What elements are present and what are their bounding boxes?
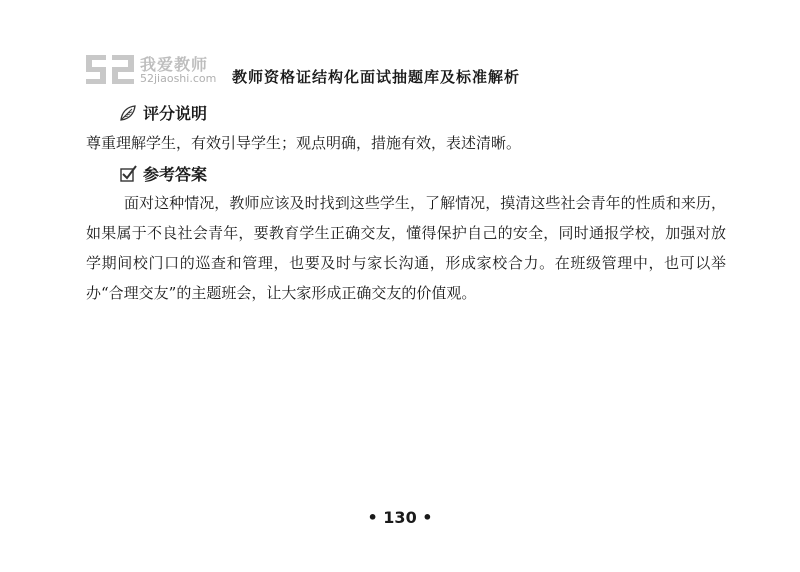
logo-url-text: 52jiaoshi.com xyxy=(140,72,217,85)
logo-brand-text: 我爱教师 xyxy=(140,55,209,74)
leaf-icon xyxy=(119,104,137,122)
answer-section-heading xyxy=(119,162,207,185)
page-number: • 130 • xyxy=(367,508,433,527)
page-header-title: 教师资格证结构化面试抽题库及标准解析 xyxy=(232,68,521,86)
checkbox-checked-icon xyxy=(119,165,137,183)
answer-heading-label: 参考答案 xyxy=(143,165,208,184)
grading-text: 尊重理解学生，有效引导学生；观点明确，措施有效，表述清晰。 xyxy=(86,134,522,152)
logo-mark-icon xyxy=(82,52,138,88)
grading-heading-label: 评分说明 xyxy=(143,104,208,123)
grading-section-heading xyxy=(119,101,207,124)
answer-text: 面对这种情况，教师应该及时找到这些学生，了解情况，摸清这些社会青年的性质和来历，如果属于不良社会青年，要教育学生正确交友，懂得保护自己的安全，同时通报学校，加强对放学期间校门口的巡查和管理，也要及时与家长沟通，形成家校合力。在班级管理中，也可以举办“合理交友”的主题班会，让大家形成正确交友的价值观。 xyxy=(86,194,726,302)
logo xyxy=(82,52,232,92)
